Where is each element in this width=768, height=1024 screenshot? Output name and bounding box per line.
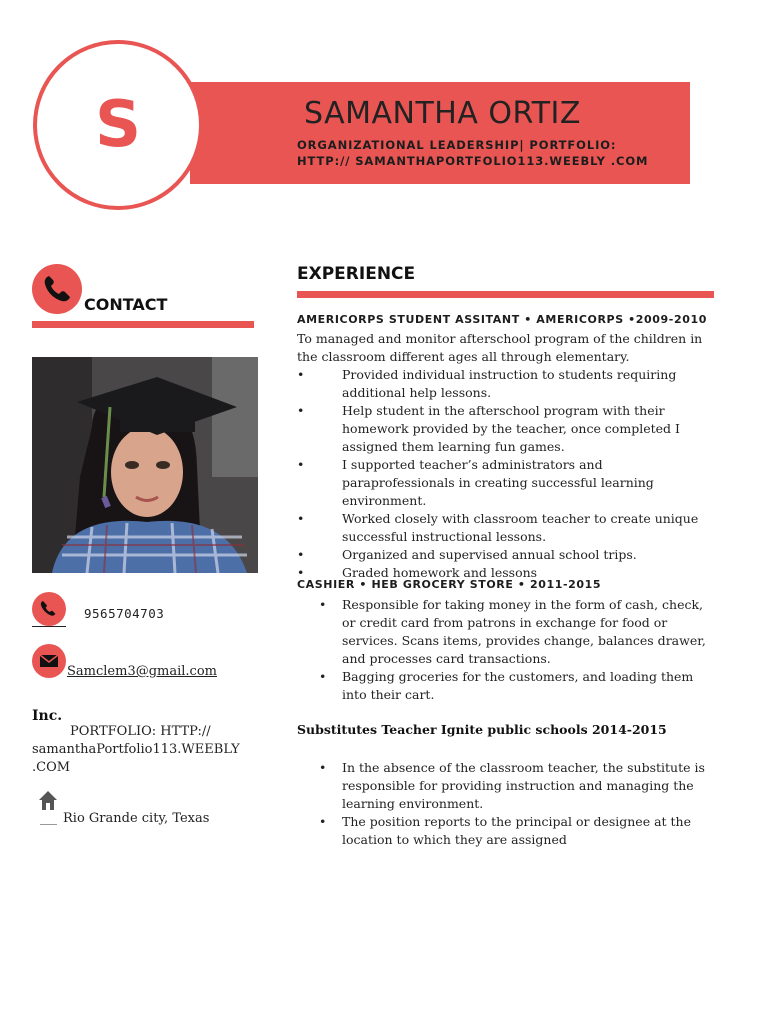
list-item: • Worked closely with classroom teacher to create unique successful instructional lessons. [297, 510, 717, 546]
home-icon [38, 790, 58, 816]
phone-underline [32, 626, 66, 627]
email-link[interactable]: Samclem3@gmail.com [67, 664, 217, 679]
job-description [297, 330, 717, 582]
job-bullets [297, 759, 717, 849]
list-item: • Bagging groceries for the customers, and loading them into their cart. [297, 668, 717, 704]
list-item-text: Graded homework and lessons [342, 565, 538, 580]
contact-phone-icon [32, 264, 82, 314]
email-icon [32, 644, 66, 678]
list-item-text: I supported teacher’s administrators and paraprofessionals in creating successful learning environment. [342, 457, 654, 508]
list-item: • Help student in the afterschool program with their homework provided by the teacher, once completed I assigned them learning fun games. [297, 402, 717, 456]
initial-letter: S [94, 88, 142, 162]
contact-divider [32, 321, 254, 328]
job-intro: To managed and monitor afterschool program of the children in the classroom different ages all through elementary. [297, 331, 703, 364]
job-title: Substitutes Teacher Ignite public schools 2014-2015 [297, 722, 667, 737]
phone-number[interactable]: 9565704703 [84, 606, 165, 621]
list-item-text: Organized and supervised annual school trips. [342, 547, 637, 562]
experience-heading: EXPERIENCE [297, 264, 416, 284]
list-item: • I supported teacher’s administrators and paraprofessionals in creating successful learning environment. [297, 456, 717, 510]
list-item: • Organized and supervised annual school trips. [297, 547, 637, 562]
phone-icon [32, 592, 66, 626]
job-title: CASHIER • HEB GROCERY STORE • 2011-2015 [297, 578, 602, 591]
portfolio-text[interactable]: PORTFOLIO: HTTP:// samanthaPortfolio113.WEEBLY .COM [32, 724, 240, 775]
email-row [32, 644, 66, 678]
list-item: • The position reports to the principal or designee at the location to which they are assigned [297, 813, 717, 849]
contact-heading: CONTACT [84, 295, 168, 314]
phone-row [32, 592, 66, 627]
experience-divider [297, 291, 714, 298]
list-item: • Provided individual instruction to students requiring additional help lessons. [297, 366, 717, 402]
inc-label: Inc. [32, 708, 63, 724]
job-title: AMERICORPS STUDENT ASSITANT • AMERICORPS •2009-2010 [297, 313, 707, 326]
list-item-text: Provided individual instruction to students requiring additional help lessons. [342, 367, 677, 400]
list-item-text: Help student in the afterschool program with their homework provided by the teacher, once completed I assigned them learning fun games. [342, 403, 680, 454]
list-item: • Responsible for taking money in the form of cash, check, or credit card from patrons in exchange for food or services. Scans items, provides change, balances drawer, and processes card transactions. [297, 596, 717, 668]
address-underline [40, 824, 57, 825]
list-item: • Graded homework and lessons [297, 565, 538, 580]
address-text: Rio Grande city, Texas [63, 811, 210, 826]
list-item-text: Worked closely with classroom teacher to create unique successful instructional lessons. [342, 511, 699, 544]
subtitle: ORGANIZATIONAL LEADERSHIP| PORTFOLIO: HTTP:// SAMANTHAPORTFOLIO113.WEEBLY .COM [297, 138, 649, 168]
profile-photo [32, 357, 258, 573]
list-item: • In the absence of the classroom teacher, the substitute is responsible for providing instruction and managing the learning environment. [297, 759, 717, 813]
job-bullets [297, 596, 717, 704]
page-title: SAMANTHA ORTIZ [304, 96, 581, 131]
